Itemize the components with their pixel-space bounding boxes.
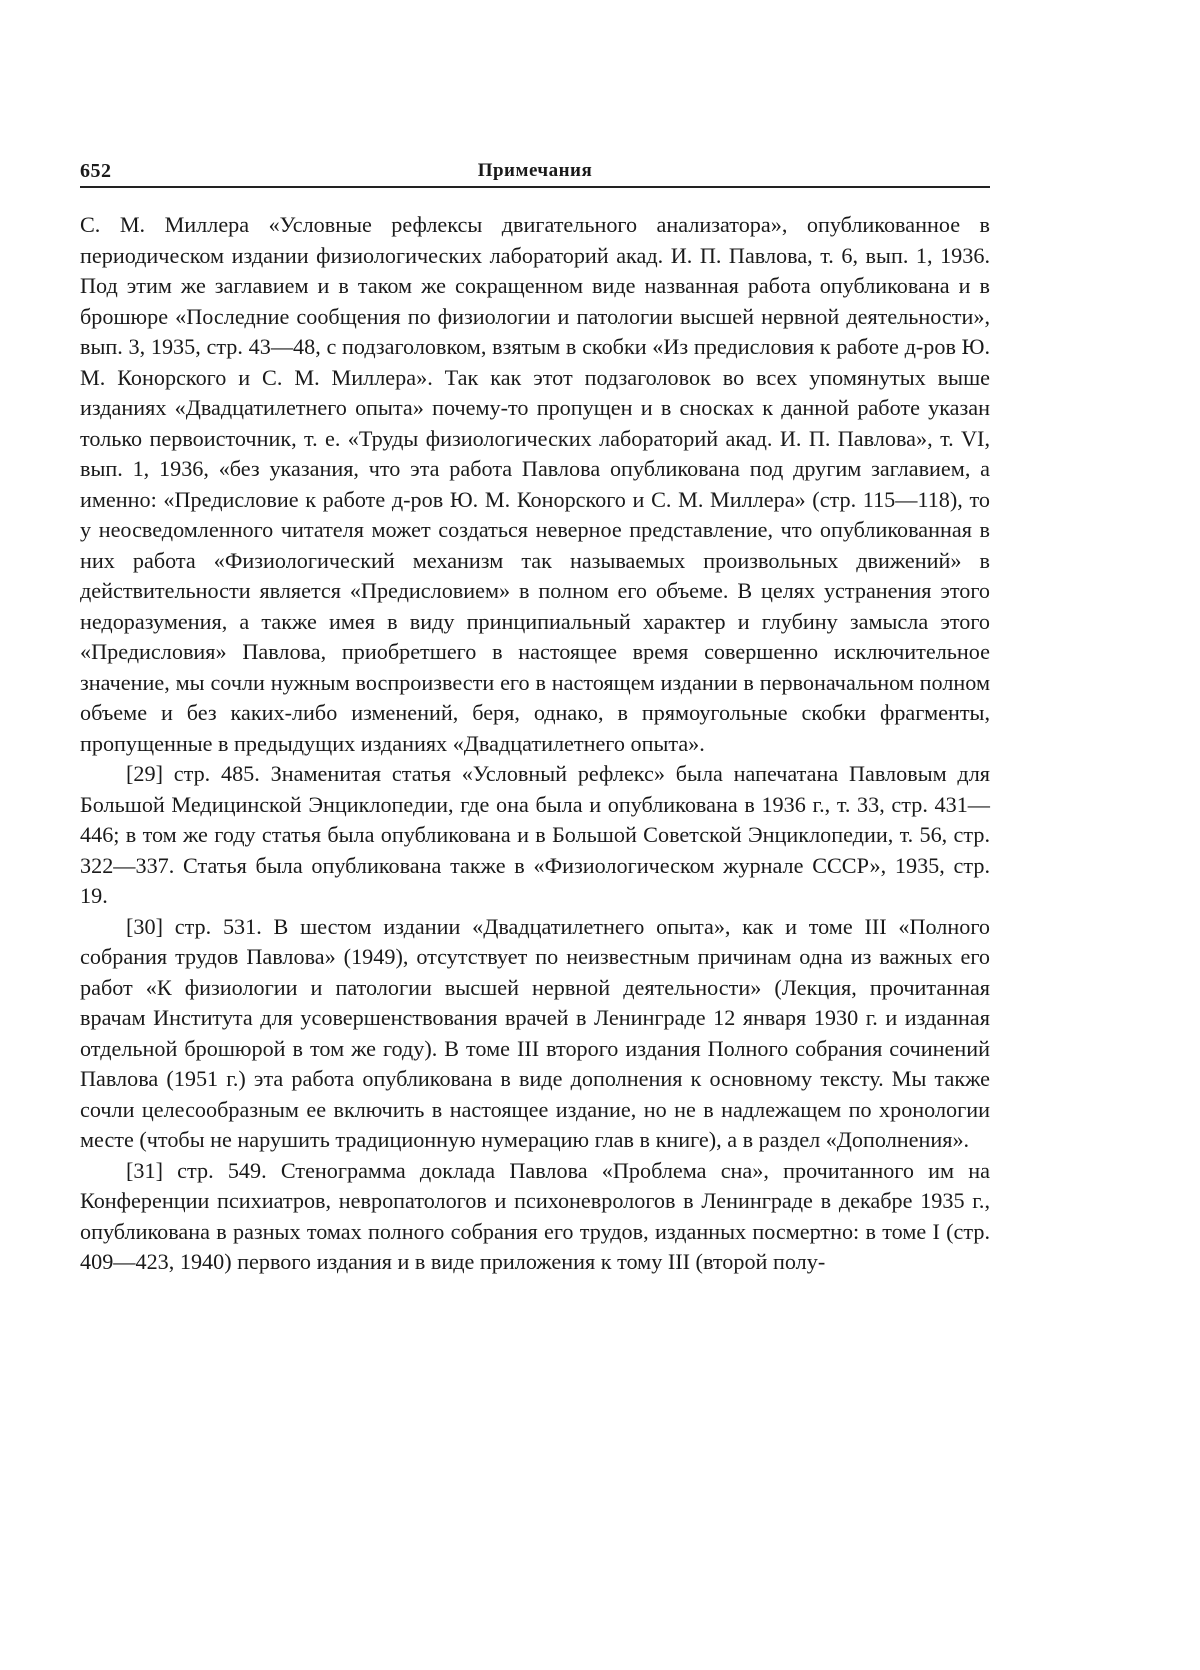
running-title: Примечания — [477, 160, 593, 181]
note-29: [29] стр. 485. Знаменитая статья «Условный рефлекс» была напечатана Павловым для Большой Медицинской Энциклопедии, где она была и опубликована в 1936 г., т. 33, стр. 431—446; в том же году статья была опубликована и в Большой Советской Энциклопедии, т. 56, стр. 322—337. Статья была опубликована также в «Физиологическом журнале СССР», 1935, стр. 19. — [80, 761, 990, 908]
page-number: 652 — [80, 160, 112, 182]
note-31: [31] стр. 549. Стенограмма доклада Павлова «Проблема сна», прочитанного им на Конференции психиатров, невропатологов и психоневрологов в Ленинграде в декабре 1935 г., опубликована в разных томах полного собрания его трудов, изданных посмертно: в томе I (стр. 409—423, 1940) первого издания и в виде приложения к тому III (второй полу- — [80, 1157, 990, 1274]
paragraph-continuation: С. М. Миллера «Условные рефлексы двигательного анализатора», опубликованное в периодическом издании физиологических лабораторий акад. И. П. Павлова, т. 6, вып. 1, 1936. Под этим же заглавием и в таком же сокращенном виде названная работа опубликована и в брошюре «Последние сообщения по физиологии и патологии высшей нервной деятельности», вып. 3, 1935, стр. 43—48, с подзаголовком, взятым в скобки «Из предисловия к работе д-ров Ю. М. Конорского и С. М. Миллера». Так как этот подзаголовок во всех упомянутых выше изданиях «Двадцатилетнего опыта» почему-то пропущен и в сносках к данной работе указан только первоисточник, т. е. «Труды физиологических лабораторий акад. И. П. Павлова», т. VI, вып. 1, 1936, «без указания, что эта работа Павлова опубликована под другим заглавием, а именно: «Предисловие к работе д-ров Ю. М. Конорского и С. М. Миллера» (стр. 115—118), то у неосведомленного читателя может создаться неверное представление, что опубликованная в них работа «Физиологический механизм так называемых произвольных движений» в действительности является «Предисловием» в полном его объеме. В целях устранения этого недоразумения, а также имея в виду принципиальный характер и глубину замысла этого «Предисловия» Павлова, приобретшего в настоящее время совершенно исключительное значение, мы сочли нужным воспроизвести его в настоящем издании в первоначальном полном объеме и без каких-либо изменений, беря, однако, в прямоугольные скобки фрагменты, пропущенные в предыдущих изданиях «Двадцатилетнего опыта». — [80, 212, 990, 756]
notes-body — [80, 210, 990, 1278]
note-30: [30] стр. 531. В шестом издании «Двадцатилетнего опыта», как и томе III «Полного собрания трудов Павлова» (1949), отсутствует по неизвестным причинам одна из важных его работ «К физиологии и патологии высшей нервной деятельности» (Лекция, прочитанная врачам Института для усовершенствования врачей в Ленинграде 12 января 1930 г. и изданная отдельной брошюрой в том же году). В томе III второго издания Полного собрания сочинений Павлова (1951 г.) эта работа опубликована в виде дополнения к основному тексту. Мы также сочли целесообразным ее включить в настоящее издание, но не в надлежащем по хронологии месте (чтобы не нарушить традиционную нумерацию глав в книге), а в раздел «Дополнения». — [80, 913, 990, 1152]
document-page — [80, 150, 990, 1278]
page-header — [80, 150, 990, 188]
